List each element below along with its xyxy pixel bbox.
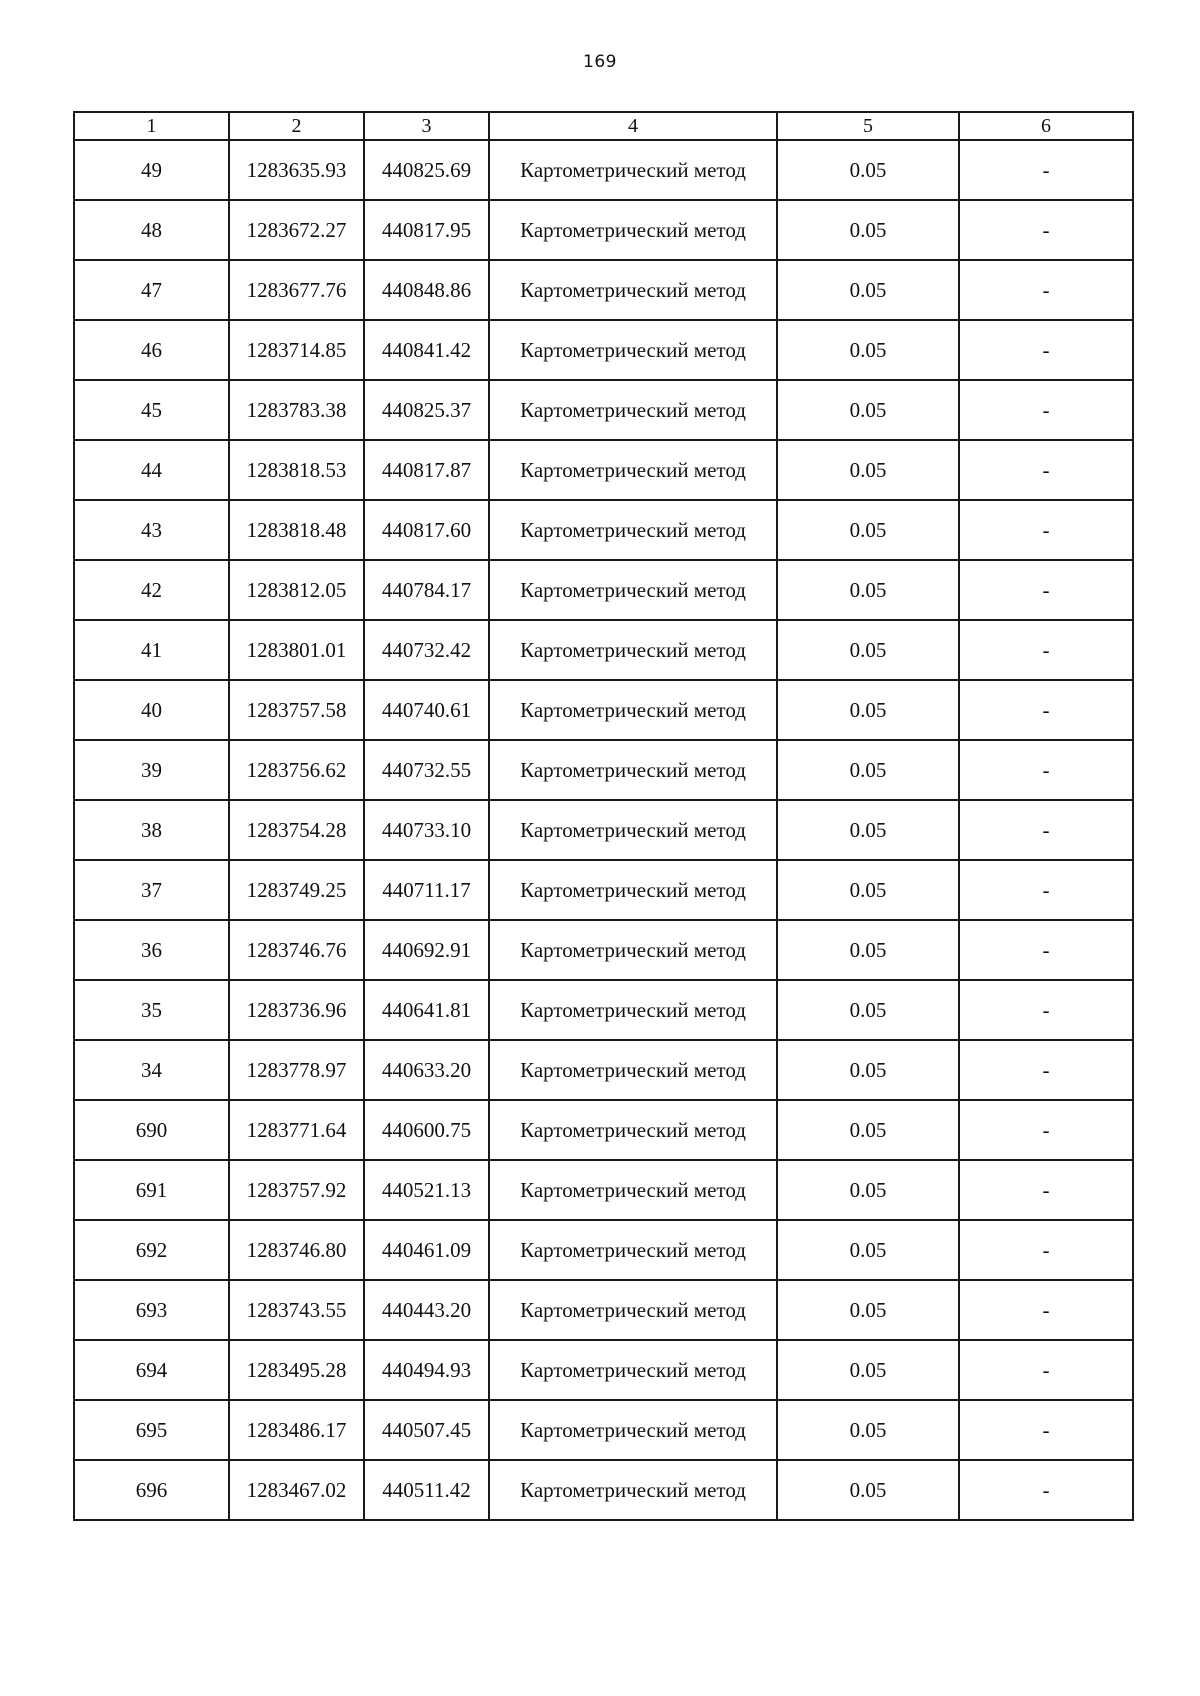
y-coordinate-cell: 440825.69 bbox=[364, 140, 489, 200]
y-coordinate-cell: 440521.13 bbox=[364, 1160, 489, 1220]
note-cell: - bbox=[959, 680, 1133, 740]
point-number-cell: 35 bbox=[74, 980, 229, 1040]
accuracy-cell: 0.05 bbox=[777, 620, 959, 680]
accuracy-cell: 0.05 bbox=[777, 680, 959, 740]
x-coordinate-cell: 1283756.62 bbox=[229, 740, 364, 800]
point-number-cell: 36 bbox=[74, 920, 229, 980]
note-cell: - bbox=[959, 1460, 1133, 1520]
y-coordinate-cell: 440461.09 bbox=[364, 1220, 489, 1280]
point-number-cell: 44 bbox=[74, 440, 229, 500]
x-coordinate-cell: 1283757.58 bbox=[229, 680, 364, 740]
method-cell: Картометрический метод bbox=[489, 260, 777, 320]
y-coordinate-cell: 440733.10 bbox=[364, 800, 489, 860]
x-coordinate-cell: 1283677.76 bbox=[229, 260, 364, 320]
point-number-cell: 41 bbox=[74, 620, 229, 680]
accuracy-cell: 0.05 bbox=[777, 1220, 959, 1280]
note-cell: - bbox=[959, 1340, 1133, 1400]
method-cell: Картометрический метод bbox=[489, 200, 777, 260]
method-cell: Картометрический метод bbox=[489, 740, 777, 800]
accuracy-cell: 0.05 bbox=[777, 1280, 959, 1340]
x-coordinate-cell: 1283486.17 bbox=[229, 1400, 364, 1460]
note-cell: - bbox=[959, 1220, 1133, 1280]
accuracy-cell: 0.05 bbox=[777, 1100, 959, 1160]
point-number-cell: 40 bbox=[74, 680, 229, 740]
y-coordinate-cell: 440848.86 bbox=[364, 260, 489, 320]
accuracy-cell: 0.05 bbox=[777, 380, 959, 440]
point-number-cell: 34 bbox=[74, 1040, 229, 1100]
y-coordinate-cell: 440494.93 bbox=[364, 1340, 489, 1400]
y-coordinate-cell: 440732.55 bbox=[364, 740, 489, 800]
method-cell: Картометрический метод bbox=[489, 980, 777, 1040]
point-number-cell: 39 bbox=[74, 740, 229, 800]
table-row bbox=[74, 1100, 1133, 1160]
y-coordinate-cell: 440740.61 bbox=[364, 680, 489, 740]
table-row bbox=[74, 1340, 1133, 1400]
y-coordinate-cell: 440825.37 bbox=[364, 380, 489, 440]
note-cell: - bbox=[959, 380, 1133, 440]
header-row bbox=[74, 112, 1133, 140]
y-coordinate-cell: 440817.87 bbox=[364, 440, 489, 500]
method-cell: Картометрический метод bbox=[489, 1460, 777, 1520]
method-cell: Картометрический метод bbox=[489, 320, 777, 380]
accuracy-cell: 0.05 bbox=[777, 200, 959, 260]
table-row bbox=[74, 1400, 1133, 1460]
x-coordinate-cell: 1283749.25 bbox=[229, 860, 364, 920]
y-coordinate-cell: 440507.45 bbox=[364, 1400, 489, 1460]
x-coordinate-cell: 1283495.28 bbox=[229, 1340, 364, 1400]
method-cell: Картометрический метод bbox=[489, 680, 777, 740]
note-cell: - bbox=[959, 1280, 1133, 1340]
accuracy-cell: 0.05 bbox=[777, 1340, 959, 1400]
y-coordinate-cell: 440841.42 bbox=[364, 320, 489, 380]
method-cell: Картометрический метод bbox=[489, 440, 777, 500]
table-row bbox=[74, 1160, 1133, 1220]
x-coordinate-cell: 1283635.93 bbox=[229, 140, 364, 200]
table-row bbox=[74, 560, 1133, 620]
y-coordinate-cell: 440443.20 bbox=[364, 1280, 489, 1340]
y-coordinate-cell: 440784.17 bbox=[364, 560, 489, 620]
accuracy-cell: 0.05 bbox=[777, 920, 959, 980]
table-row bbox=[74, 620, 1133, 680]
point-number-cell: 38 bbox=[74, 800, 229, 860]
accuracy-cell: 0.05 bbox=[777, 260, 959, 320]
note-cell: - bbox=[959, 620, 1133, 680]
method-cell: Картометрический метод bbox=[489, 1220, 777, 1280]
note-cell: - bbox=[959, 260, 1133, 320]
y-coordinate-cell: 440511.42 bbox=[364, 1460, 489, 1520]
table-row bbox=[74, 1040, 1133, 1100]
accuracy-cell: 0.05 bbox=[777, 800, 959, 860]
note-cell: - bbox=[959, 920, 1133, 980]
table-row bbox=[74, 1460, 1133, 1520]
accuracy-cell: 0.05 bbox=[777, 320, 959, 380]
x-coordinate-cell: 1283714.85 bbox=[229, 320, 364, 380]
column-header: 2 bbox=[229, 112, 364, 140]
x-coordinate-cell: 1283778.97 bbox=[229, 1040, 364, 1100]
point-number-cell: 48 bbox=[74, 200, 229, 260]
y-coordinate-cell: 440692.91 bbox=[364, 920, 489, 980]
note-cell: - bbox=[959, 980, 1133, 1040]
x-coordinate-cell: 1283467.02 bbox=[229, 1460, 364, 1520]
column-header: 3 bbox=[364, 112, 489, 140]
note-cell: - bbox=[959, 440, 1133, 500]
method-cell: Картометрический метод bbox=[489, 140, 777, 200]
x-coordinate-cell: 1283746.80 bbox=[229, 1220, 364, 1280]
point-number-cell: 695 bbox=[74, 1400, 229, 1460]
x-coordinate-cell: 1283743.55 bbox=[229, 1280, 364, 1340]
method-cell: Картометрический метод bbox=[489, 500, 777, 560]
y-coordinate-cell: 440817.60 bbox=[364, 500, 489, 560]
table-body bbox=[74, 140, 1133, 1520]
point-number-cell: 696 bbox=[74, 1460, 229, 1520]
note-cell: - bbox=[959, 200, 1133, 260]
y-coordinate-cell: 440732.42 bbox=[364, 620, 489, 680]
method-cell: Картометрический метод bbox=[489, 380, 777, 440]
method-cell: Картометрический метод bbox=[489, 860, 777, 920]
point-number-cell: 46 bbox=[74, 320, 229, 380]
y-coordinate-cell: 440633.20 bbox=[364, 1040, 489, 1100]
note-cell: - bbox=[959, 560, 1133, 620]
point-number-cell: 43 bbox=[74, 500, 229, 560]
column-header: 6 bbox=[959, 112, 1133, 140]
table-row bbox=[74, 440, 1133, 500]
note-cell: - bbox=[959, 740, 1133, 800]
method-cell: Картометрический метод bbox=[489, 920, 777, 980]
note-cell: - bbox=[959, 320, 1133, 380]
point-number-cell: 45 bbox=[74, 380, 229, 440]
x-coordinate-cell: 1283818.53 bbox=[229, 440, 364, 500]
accuracy-cell: 0.05 bbox=[777, 1040, 959, 1100]
x-coordinate-cell: 1283801.01 bbox=[229, 620, 364, 680]
x-coordinate-cell: 1283757.92 bbox=[229, 1160, 364, 1220]
page-number: 169 bbox=[583, 52, 617, 72]
point-number-cell: 47 bbox=[74, 260, 229, 320]
x-coordinate-cell: 1283672.27 bbox=[229, 200, 364, 260]
x-coordinate-cell: 1283812.05 bbox=[229, 560, 364, 620]
table-row bbox=[74, 1220, 1133, 1280]
y-coordinate-cell: 440817.95 bbox=[364, 200, 489, 260]
point-number-cell: 690 bbox=[74, 1100, 229, 1160]
point-number-cell: 691 bbox=[74, 1160, 229, 1220]
note-cell: - bbox=[959, 1040, 1133, 1100]
point-number-cell: 693 bbox=[74, 1280, 229, 1340]
accuracy-cell: 0.05 bbox=[777, 560, 959, 620]
column-header: 1 bbox=[74, 112, 229, 140]
accuracy-cell: 0.05 bbox=[777, 980, 959, 1040]
column-header: 4 bbox=[489, 112, 777, 140]
point-number-cell: 37 bbox=[74, 860, 229, 920]
accuracy-cell: 0.05 bbox=[777, 1400, 959, 1460]
accuracy-cell: 0.05 bbox=[777, 440, 959, 500]
table-row bbox=[74, 800, 1133, 860]
note-cell: - bbox=[959, 1160, 1133, 1220]
note-cell: - bbox=[959, 860, 1133, 920]
method-cell: Картометрический метод bbox=[489, 620, 777, 680]
accuracy-cell: 0.05 bbox=[777, 860, 959, 920]
method-cell: Картометрический метод bbox=[489, 1340, 777, 1400]
method-cell: Картометрический метод bbox=[489, 800, 777, 860]
point-number-cell: 42 bbox=[74, 560, 229, 620]
x-coordinate-cell: 1283818.48 bbox=[229, 500, 364, 560]
note-cell: - bbox=[959, 1100, 1133, 1160]
method-cell: Картометрический метод bbox=[489, 1280, 777, 1340]
table-row bbox=[74, 260, 1133, 320]
y-coordinate-cell: 440711.17 bbox=[364, 860, 489, 920]
coordinates-table bbox=[73, 111, 1134, 1521]
method-cell: Картометрический метод bbox=[489, 560, 777, 620]
x-coordinate-cell: 1283783.38 bbox=[229, 380, 364, 440]
y-coordinate-cell: 440641.81 bbox=[364, 980, 489, 1040]
table-row bbox=[74, 680, 1133, 740]
table-row bbox=[74, 200, 1133, 260]
table-row bbox=[74, 380, 1133, 440]
point-number-cell: 692 bbox=[74, 1220, 229, 1280]
accuracy-cell: 0.05 bbox=[777, 1460, 959, 1520]
point-number-cell: 694 bbox=[74, 1340, 229, 1400]
method-cell: Картометрический метод bbox=[489, 1160, 777, 1220]
table-row bbox=[74, 980, 1133, 1040]
y-coordinate-cell: 440600.75 bbox=[364, 1100, 489, 1160]
table-row bbox=[74, 500, 1133, 560]
x-coordinate-cell: 1283771.64 bbox=[229, 1100, 364, 1160]
table-row bbox=[74, 140, 1133, 200]
table-header bbox=[74, 112, 1133, 140]
column-header: 5 bbox=[777, 112, 959, 140]
table-row bbox=[74, 1280, 1133, 1340]
note-cell: - bbox=[959, 140, 1133, 200]
accuracy-cell: 0.05 bbox=[777, 1160, 959, 1220]
method-cell: Картометрический метод bbox=[489, 1400, 777, 1460]
note-cell: - bbox=[959, 500, 1133, 560]
x-coordinate-cell: 1283754.28 bbox=[229, 800, 364, 860]
note-cell: - bbox=[959, 1400, 1133, 1460]
accuracy-cell: 0.05 bbox=[777, 500, 959, 560]
note-cell: - bbox=[959, 800, 1133, 860]
x-coordinate-cell: 1283746.76 bbox=[229, 920, 364, 980]
table-row bbox=[74, 320, 1133, 380]
point-number-cell: 49 bbox=[74, 140, 229, 200]
table-row bbox=[74, 920, 1133, 980]
accuracy-cell: 0.05 bbox=[777, 740, 959, 800]
table-row bbox=[74, 860, 1133, 920]
accuracy-cell: 0.05 bbox=[777, 140, 959, 200]
method-cell: Картометрический метод bbox=[489, 1100, 777, 1160]
x-coordinate-cell: 1283736.96 bbox=[229, 980, 364, 1040]
table-row bbox=[74, 740, 1133, 800]
method-cell: Картометрический метод bbox=[489, 1040, 777, 1100]
